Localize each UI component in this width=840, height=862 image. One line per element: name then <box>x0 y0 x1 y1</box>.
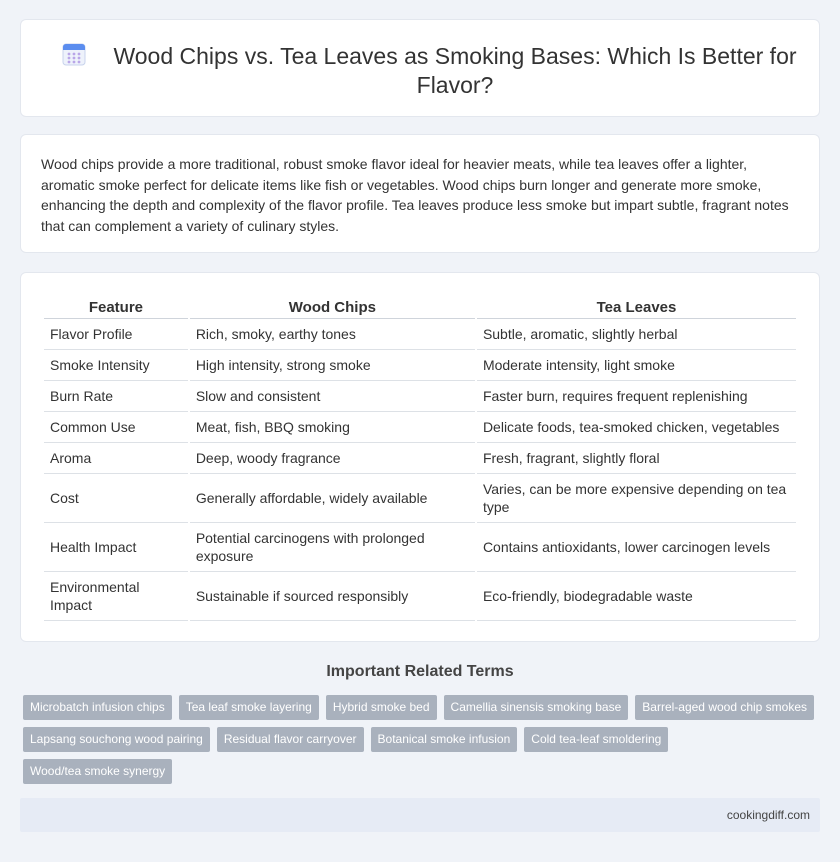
cell-feature: Cost <box>44 474 188 523</box>
cell-tea-leaves: Fresh, fragrant, slightly floral <box>477 443 796 474</box>
related-term-tag[interactable]: Microbatch infusion chips <box>23 695 172 720</box>
table-row <box>44 381 796 412</box>
related-term-tag[interactable]: Tea leaf smoke layering <box>179 695 319 720</box>
table-row <box>44 319 796 350</box>
header-wood-chips: Wood Chips <box>190 297 475 319</box>
related-term-tag[interactable]: Hybrid smoke bed <box>326 695 437 720</box>
cell-feature: Aroma <box>44 443 188 474</box>
cell-wood-chips: Deep, woody fragrance <box>190 443 475 474</box>
cell-wood-chips: Slow and consistent <box>190 381 475 412</box>
related-term-tag[interactable]: Residual flavor carryover <box>217 727 364 752</box>
cell-feature: Smoke Intensity <box>44 350 188 381</box>
table-row <box>44 474 796 523</box>
table-header-row <box>44 297 796 319</box>
title-wrap <box>61 42 803 100</box>
cell-tea-leaves: Moderate intensity, light smoke <box>477 350 796 381</box>
cell-wood-chips: Potential carcinogens with prolonged exposure <box>190 523 475 572</box>
related-term-tag[interactable]: Cold tea-leaf smoldering <box>524 727 668 752</box>
cell-tea-leaves: Faster burn, requires frequent replenishing <box>477 381 796 412</box>
cell-wood-chips: High intensity, strong smoke <box>190 350 475 381</box>
related-term-tag[interactable]: Wood/tea smoke synergy <box>23 759 172 784</box>
cell-tea-leaves: Varies, can be more expensive depending on tea type <box>477 474 796 523</box>
related-terms-list <box>23 695 823 791</box>
table-row <box>44 412 796 443</box>
cell-wood-chips: Generally affordable, widely available <box>190 474 475 523</box>
cell-wood-chips: Sustainable if sourced responsibly <box>190 572 475 621</box>
footer-bar <box>20 798 820 832</box>
table-row <box>44 350 796 381</box>
header-tea-leaves: Tea Leaves <box>477 297 796 319</box>
related-term-tag[interactable]: Barrel-aged wood chip smokes <box>635 695 814 720</box>
header-card <box>20 19 820 117</box>
cell-tea-leaves: Delicate foods, tea-smoked chicken, vegetables <box>477 412 796 443</box>
table-row <box>44 523 796 572</box>
cell-feature: Flavor Profile <box>44 319 188 350</box>
intro-paragraph: Wood chips provide a more traditional, robust smoke flavor ideal for heavier meats, while tea leaves offer a lighter, aromatic smoke perfect for delicate items like fish or vegetables. Wood chips burn longer and generate more smoke, enhancing the depth and complexity of the flavor profile. Tea leaves produce less smoke but impart subtle, fragrant notes that can complement a variety of culinary styles. <box>41 156 789 234</box>
cell-tea-leaves: Eco-friendly, biodegradable waste <box>477 572 796 621</box>
table-row <box>44 443 796 474</box>
cell-feature: Common Use <box>44 412 188 443</box>
calendar-icon <box>61 41 87 67</box>
intro-card <box>20 134 820 253</box>
related-term-tag[interactable]: Camellia sinensis smoking base <box>444 695 629 720</box>
related-terms-heading: Important Related Terms <box>326 663 514 680</box>
comparison-table-card <box>20 272 820 642</box>
related-term-tag[interactable]: Lapsang souchong wood pairing <box>23 727 210 752</box>
cell-wood-chips: Rich, smoky, earthy tones <box>190 319 475 350</box>
table-row <box>44 572 796 621</box>
header-feature: Feature <box>44 297 188 319</box>
cell-feature: Health Impact <box>44 523 188 572</box>
comparison-table <box>42 297 798 621</box>
related-term-tag[interactable]: Botanical smoke infusion <box>371 727 518 752</box>
cell-wood-chips: Meat, fish, BBQ smoking <box>190 412 475 443</box>
cell-feature: Environmental Impact <box>44 572 188 621</box>
footer-domain-link[interactable]: cookingdiff.com <box>726 808 810 822</box>
cell-tea-leaves: Subtle, aromatic, slightly herbal <box>477 319 796 350</box>
page-title: Wood Chips vs. Tea Leaves as Smoking Bases: Which Is Better for Flavor? <box>113 43 797 98</box>
cell-tea-leaves: Contains antioxidants, lower carcinogen levels <box>477 523 796 572</box>
cell-feature: Burn Rate <box>44 381 188 412</box>
